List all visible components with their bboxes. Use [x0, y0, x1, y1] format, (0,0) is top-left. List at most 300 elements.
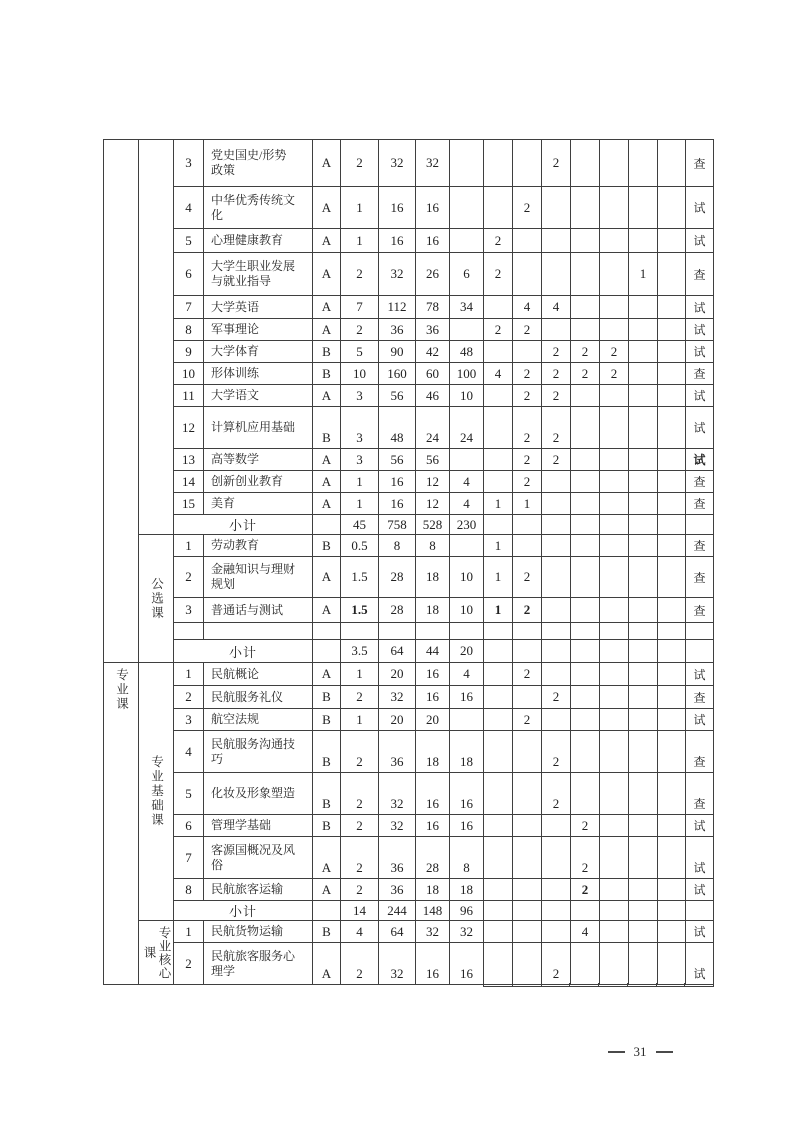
course-row — [104, 773, 714, 815]
semester-6-cell — [629, 407, 658, 449]
semester-4-cell — [571, 187, 600, 229]
course-row — [104, 943, 714, 985]
course-row — [104, 879, 714, 901]
course-type-cell: A — [313, 229, 341, 253]
semester-2-cell — [513, 341, 542, 363]
subcategory-label-cell — [139, 663, 174, 921]
semester-1-cell: 2 — [484, 229, 513, 253]
exam-type-cell: 试 — [686, 879, 714, 901]
semester-3-cell — [542, 515, 571, 535]
course-name-cell — [204, 449, 313, 471]
course-no-cell: 2 — [174, 686, 204, 709]
semester-2-cell — [513, 837, 542, 879]
course-no-cell: 2 — [174, 943, 204, 985]
practice-hours-cell: 16 — [450, 943, 484, 985]
course-no-cell: 11 — [174, 385, 204, 407]
blank-col-cell — [658, 449, 686, 471]
course-name-cell — [204, 140, 313, 187]
lecture-hours-cell: 32 — [416, 140, 450, 187]
stub-column-tick — [657, 983, 686, 986]
credits-cell: 5 — [341, 341, 379, 363]
blank-col-cell — [658, 296, 686, 319]
practice-hours-cell — [450, 535, 484, 557]
course-row — [104, 815, 714, 837]
course-no-cell: 5 — [174, 229, 204, 253]
semester-3-cell — [542, 879, 571, 901]
credits-cell: 7 — [341, 296, 379, 319]
stub-column-tick — [542, 983, 571, 986]
semester-2-cell — [513, 253, 542, 296]
practice-hours-cell: 4 — [450, 663, 484, 686]
stub-column-tick — [513, 983, 542, 986]
semester-1-cell: 1 — [484, 535, 513, 557]
semester-4-cell: 2 — [571, 341, 600, 363]
semester-4-cell: 2 — [571, 815, 600, 837]
semester-2-cell: 2 — [513, 557, 542, 598]
practice-hours-cell: 8 — [450, 837, 484, 879]
course-no-cell: 8 — [174, 319, 204, 341]
lecture-hours-cell: 60 — [416, 363, 450, 385]
practice-hours-cell: 10 — [450, 598, 484, 623]
semester-1-cell — [484, 640, 513, 663]
practice-hours-cell: 6 — [450, 253, 484, 296]
semester-3-cell: 2 — [542, 731, 571, 773]
lecture-hours-cell: 16 — [416, 943, 450, 985]
semester-1-cell — [484, 341, 513, 363]
blank-col-cell — [658, 253, 686, 296]
course-row — [104, 140, 714, 187]
credits-cell: 1 — [341, 187, 379, 229]
semester-3-cell — [542, 229, 571, 253]
semester-4-cell: 2 — [571, 837, 600, 879]
exam-type-cell: 试 — [686, 319, 714, 341]
subtotal-row — [104, 640, 714, 663]
semester-2-cell: 2 — [513, 385, 542, 407]
blank-col-cell — [658, 663, 686, 686]
course-name: 民航服务礼仪 — [211, 689, 284, 704]
credits-cell: 3 — [341, 407, 379, 449]
course-type-cell: B — [313, 363, 341, 385]
semester-6-cell — [629, 815, 658, 837]
semester-1-cell — [484, 773, 513, 815]
semester-4-cell — [571, 731, 600, 773]
total-hours-cell: 32 — [379, 140, 416, 187]
blank-col-cell — [658, 815, 686, 837]
exam-type-cell — [686, 515, 714, 535]
semester-5-cell — [600, 319, 629, 341]
course-name-cell — [204, 557, 313, 598]
stub-column-tick — [570, 983, 599, 986]
semester-6-cell — [629, 640, 658, 663]
course-type-cell: B — [313, 535, 341, 557]
subtotal-practice-cell: 20 — [450, 640, 484, 663]
exam-type-cell: 试 — [686, 341, 714, 363]
total-hours-cell: 56 — [379, 385, 416, 407]
lecture-hours-cell: 18 — [416, 598, 450, 623]
curriculum-table — [103, 139, 714, 985]
total-hours-cell: 28 — [379, 557, 416, 598]
course-row — [104, 837, 714, 879]
course-name-cell — [204, 686, 313, 709]
semester-2-cell — [513, 901, 542, 921]
blank-col-cell — [658, 921, 686, 943]
semester-6-cell — [629, 229, 658, 253]
course-row — [104, 471, 714, 493]
credits-cell: 1.5 — [341, 557, 379, 598]
exam-type-cell — [686, 640, 714, 663]
semester-4-cell: 2 — [571, 363, 600, 385]
semester-3-cell — [542, 901, 571, 921]
semester-6-cell — [629, 598, 658, 623]
semester-4-cell — [571, 901, 600, 921]
footer-dash-right — [656, 1051, 673, 1053]
course-no-cell: 8 — [174, 879, 204, 901]
practice-hours-cell: 10 — [450, 385, 484, 407]
semester-2-cell: 2 — [513, 407, 542, 449]
semester-4-cell — [571, 598, 600, 623]
semester-4-cell — [571, 385, 600, 407]
blank-col-cell — [658, 515, 686, 535]
semester-3-cell — [542, 921, 571, 943]
semester-5-cell — [600, 921, 629, 943]
semester-3-cell: 2 — [542, 341, 571, 363]
course-type-cell: B — [313, 731, 341, 773]
empty-cell — [379, 623, 416, 640]
semester-1-cell: 1 — [484, 557, 513, 598]
course-name: 党史国史/形势政策 — [211, 148, 287, 177]
exam-type-cell: 查 — [686, 557, 714, 598]
course-type-cell: B — [313, 709, 341, 731]
empty-cell — [450, 623, 484, 640]
semester-5-cell — [600, 253, 629, 296]
semester-2-cell: 2 — [513, 709, 542, 731]
course-no-cell: 1 — [174, 921, 204, 943]
credits-cell: 2 — [341, 773, 379, 815]
course-type-cell — [313, 640, 341, 663]
semester-2-cell — [513, 640, 542, 663]
course-no-cell: 6 — [174, 253, 204, 296]
blank-col-cell — [658, 879, 686, 901]
course-name-cell — [204, 535, 313, 557]
lecture-hours-cell: 16 — [416, 663, 450, 686]
blank-col-cell — [658, 837, 686, 879]
course-name-cell — [204, 187, 313, 229]
semester-5-cell — [600, 140, 629, 187]
blank-col-cell — [658, 363, 686, 385]
total-hours-cell: 8 — [379, 535, 416, 557]
semester-4-cell — [571, 319, 600, 341]
semester-1-cell — [484, 686, 513, 709]
semester-3-cell — [542, 557, 571, 598]
lecture-hours-cell: 78 — [416, 296, 450, 319]
course-row — [104, 341, 714, 363]
blank-col-cell — [658, 901, 686, 921]
total-hours-cell: 16 — [379, 229, 416, 253]
exam-type-cell: 查 — [686, 686, 714, 709]
course-name: 化妆及形象塑造 — [211, 786, 296, 800]
credits-cell: 2 — [341, 815, 379, 837]
course-row — [104, 557, 714, 598]
semester-4-cell — [571, 493, 600, 515]
practice-hours-cell: 16 — [450, 773, 484, 815]
course-name: 民航服务沟通技巧 — [211, 736, 296, 766]
semester-3-cell: 2 — [542, 385, 571, 407]
exam-type-cell: 查 — [686, 363, 714, 385]
semester-6-cell — [629, 363, 658, 385]
semester-3-cell: 2 — [542, 407, 571, 449]
semester-6-cell — [629, 385, 658, 407]
semester-2-cell — [513, 921, 542, 943]
course-no-cell: 6 — [174, 815, 204, 837]
course-name-cell — [204, 363, 313, 385]
blank-col-cell — [658, 731, 686, 773]
subtotal-credits-cell: 3.5 — [341, 640, 379, 663]
course-name-cell — [204, 598, 313, 623]
credits-cell: 1.5 — [341, 598, 379, 623]
course-no-cell: 3 — [174, 598, 204, 623]
lecture-hours-cell: 26 — [416, 253, 450, 296]
exam-type-cell: 试 — [686, 385, 714, 407]
credits-cell: 1 — [341, 229, 379, 253]
credits-cell: 2 — [341, 879, 379, 901]
practice-hours-cell — [450, 709, 484, 731]
course-no-cell: 5 — [174, 773, 204, 815]
semester-1-cell — [484, 385, 513, 407]
semester-5-cell — [600, 815, 629, 837]
course-type-cell: A — [313, 296, 341, 319]
credits-cell: 1 — [341, 663, 379, 686]
course-no-cell: 3 — [174, 140, 204, 187]
total-hours-cell: 16 — [379, 187, 416, 229]
lecture-hours-cell: 32 — [416, 921, 450, 943]
semester-5-cell — [600, 449, 629, 471]
total-hours-cell: 36 — [379, 319, 416, 341]
course-row — [104, 385, 714, 407]
semester-1-cell: 1 — [484, 493, 513, 515]
course-name: 劳动教育 — [211, 538, 260, 552]
semester-5-cell — [600, 187, 629, 229]
practice-hours-cell: 34 — [450, 296, 484, 319]
exam-type-cell: 试 — [686, 449, 714, 471]
course-name-cell — [204, 663, 313, 686]
total-hours-cell: 20 — [379, 663, 416, 686]
total-hours-cell: 32 — [379, 253, 416, 296]
course-name-cell — [204, 943, 313, 985]
semester-5-cell — [600, 773, 629, 815]
empty-cell — [629, 623, 658, 640]
exam-type-cell: 查 — [686, 598, 714, 623]
course-row — [104, 253, 714, 296]
course-name: 民航货物运输 — [211, 924, 284, 938]
semester-3-cell — [542, 253, 571, 296]
course-name-cell — [204, 815, 313, 837]
course-name: 大学语文 — [211, 388, 260, 402]
course-name-cell — [204, 341, 313, 363]
semester-3-cell — [542, 471, 571, 493]
semester-2-cell — [513, 686, 542, 709]
course-type-cell: B — [313, 773, 341, 815]
semester-6-cell — [629, 515, 658, 535]
lecture-hours-cell: 42 — [416, 341, 450, 363]
subtotal-label-cell: 小计 — [174, 515, 313, 535]
semester-4-cell — [571, 296, 600, 319]
course-name-cell — [204, 253, 313, 296]
semester-4-cell — [571, 686, 600, 709]
semester-1-cell — [484, 407, 513, 449]
empty-cell — [416, 623, 450, 640]
total-hours-cell: 56 — [379, 449, 416, 471]
blank-col-cell — [658, 640, 686, 663]
semester-2-cell: 2 — [513, 319, 542, 341]
course-name-cell — [204, 319, 313, 341]
category-label-cell — [104, 140, 139, 663]
course-type-cell — [313, 515, 341, 535]
course-name-cell — [204, 773, 313, 815]
semester-6-cell — [629, 901, 658, 921]
course-name-cell — [204, 471, 313, 493]
semester-1-cell — [484, 296, 513, 319]
course-no-cell: 12 — [174, 407, 204, 449]
lecture-hours-cell: 18 — [416, 557, 450, 598]
semester-6-cell — [629, 921, 658, 943]
course-name: 心理健康教育 — [211, 233, 284, 247]
exam-type-cell: 试 — [686, 229, 714, 253]
semester-1-cell — [484, 187, 513, 229]
semester-5-cell — [600, 515, 629, 535]
course-row — [104, 663, 714, 686]
semester-4-cell: 2 — [571, 879, 600, 901]
semester-6-cell: 1 — [629, 253, 658, 296]
semester-3-cell — [542, 598, 571, 623]
semester-3-cell — [542, 663, 571, 686]
subcategory-label-cell — [139, 535, 174, 663]
subtotal-row — [104, 901, 714, 921]
semester-5-cell — [600, 901, 629, 921]
credits-cell: 1 — [341, 709, 379, 731]
semester-2-cell: 4 — [513, 296, 542, 319]
course-row — [104, 319, 714, 341]
course-name-cell — [204, 407, 313, 449]
practice-hours-cell: 18 — [450, 879, 484, 901]
semester-2-cell: 2 — [513, 471, 542, 493]
semester-1-cell — [484, 815, 513, 837]
course-row — [104, 407, 714, 449]
lecture-hours-cell: 8 — [416, 535, 450, 557]
stub-column-tick — [484, 983, 513, 986]
semester-4-cell: 4 — [571, 921, 600, 943]
category-label-cell — [104, 663, 139, 985]
semester-4-cell — [571, 663, 600, 686]
blank-col-cell — [658, 686, 686, 709]
semester-4-cell — [571, 229, 600, 253]
empty-cell — [341, 623, 379, 640]
course-type-cell: A — [313, 493, 341, 515]
semester-2-cell — [513, 815, 542, 837]
lecture-hours-cell: 36 — [416, 319, 450, 341]
semester-4-cell — [571, 407, 600, 449]
semester-5-cell — [600, 640, 629, 663]
credits-cell: 2 — [341, 319, 379, 341]
course-type-cell: A — [313, 557, 341, 598]
course-name: 民航旅客服务心理学 — [211, 948, 296, 978]
course-name: 民航旅客运输 — [211, 882, 284, 896]
semester-1-cell: 1 — [484, 598, 513, 623]
semester-1-cell — [484, 515, 513, 535]
semester-5-cell — [600, 709, 629, 731]
semester-4-cell — [571, 557, 600, 598]
lecture-hours-cell: 24 — [416, 407, 450, 449]
course-no-cell: 4 — [174, 187, 204, 229]
empty-row — [104, 623, 714, 640]
semester-6-cell — [629, 296, 658, 319]
total-hours-cell: 32 — [379, 686, 416, 709]
semester-1-cell — [484, 837, 513, 879]
page-footer — [601, 1044, 679, 1060]
semester-1-cell — [484, 731, 513, 773]
course-name-cell — [204, 493, 313, 515]
semester-2-cell — [513, 773, 542, 815]
lecture-hours-cell: 16 — [416, 773, 450, 815]
semester-6-cell — [629, 663, 658, 686]
credits-cell: 3 — [341, 385, 379, 407]
subcategory-label-cell — [139, 921, 174, 985]
exam-type-cell: 查 — [686, 493, 714, 515]
lecture-hours-cell: 12 — [416, 471, 450, 493]
course-type-cell: A — [313, 449, 341, 471]
semester-2-cell: 2 — [513, 449, 542, 471]
course-no-cell: 13 — [174, 449, 204, 471]
practice-hours-cell: 100 — [450, 363, 484, 385]
course-row — [104, 686, 714, 709]
course-name: 大学生职业发展与就业指导 — [211, 259, 296, 288]
credits-cell: 2 — [341, 837, 379, 879]
course-row — [104, 921, 714, 943]
course-name: 民航概论 — [211, 666, 260, 681]
blank-col-cell — [658, 709, 686, 731]
semester-3-cell — [542, 709, 571, 731]
course-no-cell: 15 — [174, 493, 204, 515]
semester-4-cell — [571, 471, 600, 493]
subtotal-lecture-cell: 148 — [416, 901, 450, 921]
stub-column-tick — [685, 983, 714, 986]
course-name: 中华优秀传统文化 — [211, 192, 296, 222]
semester-1-cell — [484, 709, 513, 731]
semester-1-cell — [484, 943, 513, 985]
course-row — [104, 709, 714, 731]
semester-4-cell — [571, 943, 600, 985]
semester-6-cell — [629, 557, 658, 598]
semester-5-cell — [600, 385, 629, 407]
lecture-hours-cell: 20 — [416, 709, 450, 731]
semester-4-cell — [571, 535, 600, 557]
semester-5-cell: 2 — [600, 363, 629, 385]
exam-type-cell — [686, 901, 714, 921]
exam-type-cell: 试 — [686, 663, 714, 686]
course-row — [104, 296, 714, 319]
practice-hours-cell: 32 — [450, 921, 484, 943]
semester-3-cell: 2 — [542, 686, 571, 709]
empty-cell — [513, 623, 542, 640]
semester-3-cell — [542, 837, 571, 879]
exam-type-cell: 试 — [686, 187, 714, 229]
semester-4-cell — [571, 449, 600, 471]
subcategory-label-cell — [139, 140, 174, 535]
subtotal-total-cell: 758 — [379, 515, 416, 535]
subtotal-label-cell: 小计 — [174, 901, 313, 921]
course-row — [104, 598, 714, 623]
semester-2-cell — [513, 535, 542, 557]
course-name: 军事理论 — [211, 322, 260, 336]
